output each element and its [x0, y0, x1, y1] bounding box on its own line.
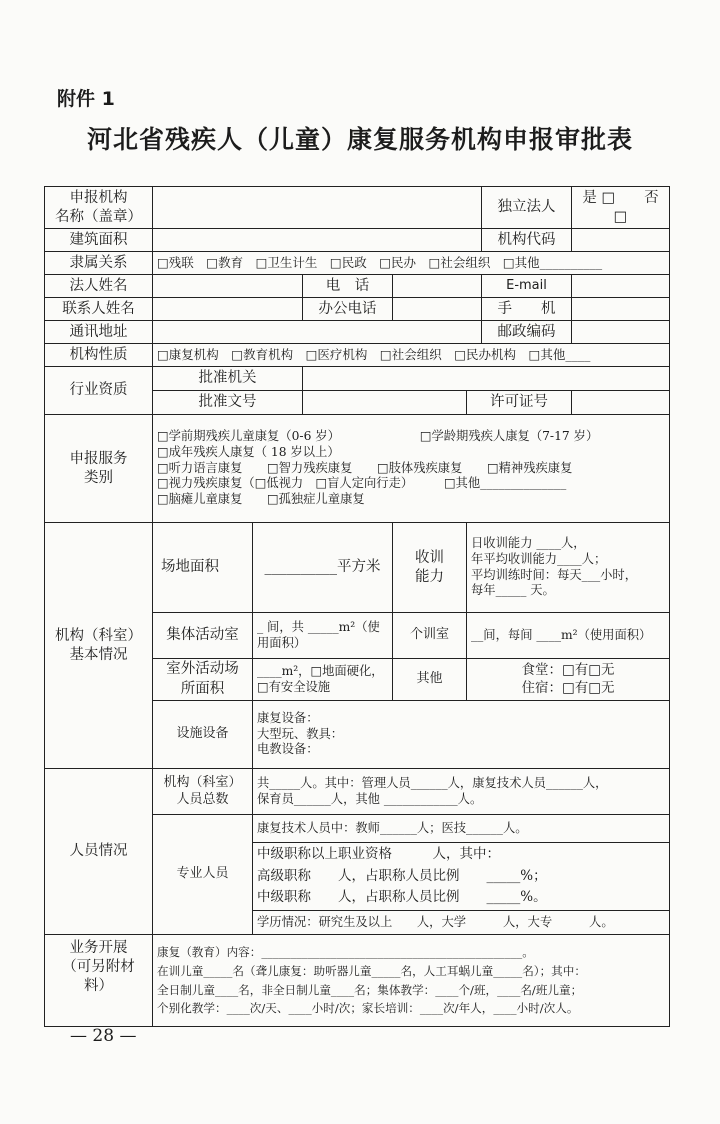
field-org-code[interactable] — [572, 229, 670, 252]
label-professional: 专业人员 — [153, 815, 253, 935]
field-individual-room[interactable]: __间，每间 ____m²（使用面积） — [467, 613, 670, 659]
label-doc-no: 批准文号 — [153, 391, 303, 415]
attachment-label: 附件 1 — [57, 88, 115, 110]
label-capacity: 收训 能力 — [393, 523, 467, 613]
field-postcode[interactable] — [572, 321, 670, 344]
field-outdoor[interactable]: ____m²，□地面硬化， □有安全设施 — [253, 659, 393, 701]
label-org-nature: 机构性质 — [45, 344, 153, 367]
org-nature-options[interactable]: □康复机构 □教育机构 □医疗机构 □社会组织 □民办机构 □其他____ — [153, 344, 670, 367]
label-email: E-mail — [482, 275, 572, 298]
label-basic-info: 机构（科室） 基本情况 — [45, 523, 153, 769]
field-doc-no[interactable] — [303, 391, 467, 415]
row-qualification-1 — [45, 367, 670, 391]
label-phone: 电 话 — [303, 275, 393, 298]
label-staff: 人员情况 — [45, 769, 153, 935]
label-staff-total: 机构（科室） 人员总数 — [153, 769, 253, 815]
field-facility[interactable]: 康复设备： 大型玩、教具： 电教设备： — [253, 701, 670, 769]
label-postcode: 邮政编码 — [482, 321, 572, 344]
field-pro-1[interactable]: 康复技术人员中：教师______人；医技______人。 — [253, 815, 670, 843]
label-other: 其他 — [393, 659, 467, 701]
field-staff-total[interactable]: 共_____人。其中：管理人员______人，康复技术人员______人， 保育员______人，其他 ____________人。 — [253, 769, 670, 815]
label-building-area: 建筑面积 — [45, 229, 153, 252]
row-business — [45, 935, 670, 1027]
field-address[interactable] — [153, 321, 482, 344]
row-service-category — [45, 415, 670, 523]
label-office-phone: 办公电话 — [303, 298, 393, 321]
row-affiliation — [45, 252, 670, 275]
field-pro-2[interactable]: 中级职称以上职业资格 人，其中： 高级职称 人，占职称人员比例 _____%； 中级职称 人，占职称人员比例 _____%。 — [253, 843, 670, 911]
field-capacity[interactable]: 日收训能力 ____人， 年平均收训能力____人； 平均训练时间：每天___小时， 每年_____ 天。 — [467, 523, 670, 613]
legal-options[interactable]: 是 □ 否□ — [572, 187, 670, 229]
service-line[interactable]: □视力残疾康复（□低视力 □盲人定向行走） □其他______________ — [157, 476, 567, 491]
label-business: 业务开展 （可另附材 料） — [45, 935, 153, 1027]
service-line[interactable]: □学前期残疾儿童康复（0-6 岁） □学龄期残疾人康复（7-17 岁） — [157, 428, 599, 443]
label-site-area: 场地面积 — [153, 523, 253, 613]
row-site-area — [45, 523, 670, 613]
label-applicant: 申报机构 名称（盖章） — [45, 187, 153, 229]
service-options[interactable] — [153, 415, 670, 523]
label-mobile: 手 机 — [482, 298, 572, 321]
field-business[interactable]: 康复（教育）内容：_____________________________________________。 在训儿童_____名（聋儿康复：助听器儿童_____名，人工耳蜗儿童_____名）；其中： 全日制儿童____名，非全日制儿童____名；集体教学：____个/班，____名/班儿童； 个别化教学：____次/天、____小时/次；家长培训：____次/年人，____小时/次人。 — [153, 935, 670, 1027]
row-contact — [45, 298, 670, 321]
label-individual-room: 个训室 — [393, 613, 467, 659]
label-outdoor: 室外活动场 所面积 — [153, 659, 253, 701]
row-applicant — [45, 187, 670, 229]
row-org-nature — [45, 344, 670, 367]
field-contact[interactable] — [153, 298, 303, 321]
service-line[interactable]: □脑瘫儿童康复 □孤独症儿童康复 — [157, 492, 365, 507]
label-org-code: 机构代码 — [482, 229, 572, 252]
label-group-room: 集体活动室 — [153, 613, 253, 659]
field-approver[interactable] — [303, 367, 670, 391]
field-license[interactable] — [572, 391, 670, 415]
field-other[interactable]: 食堂：□有□无 住宿：□有□无 — [467, 659, 670, 701]
field-office-phone[interactable] — [393, 298, 482, 321]
field-legal-person[interactable] — [153, 275, 303, 298]
label-contact: 联系人姓名 — [45, 298, 153, 321]
label-legal-person: 法人姓名 — [45, 275, 153, 298]
label-approver: 批准机关 — [153, 367, 303, 391]
row-building-area — [45, 229, 670, 252]
field-mobile[interactable] — [572, 298, 670, 321]
service-line[interactable]: □成年残疾人康复（ 18 岁以上） — [157, 444, 340, 459]
field-group-room[interactable]: _ 间，共 _____m²（使用面积） — [253, 613, 393, 659]
label-service-category: 申报服务 类别 — [45, 415, 153, 523]
field-applicant[interactable] — [153, 187, 482, 229]
label-independent-legal: 独立法人 — [482, 187, 572, 229]
field-pro-3[interactable]: 学历情况：研究生及以上 人，大学 人，大专 人。 — [253, 911, 670, 935]
field-phone[interactable] — [393, 275, 482, 298]
label-affiliation: 隶属关系 — [45, 252, 153, 275]
row-address — [45, 321, 670, 344]
field-email[interactable] — [572, 275, 670, 298]
field-building-area[interactable] — [153, 229, 482, 252]
field-site-area[interactable]: __________平方米 — [253, 523, 393, 613]
label-address: 通讯地址 — [45, 321, 153, 344]
application-form — [44, 186, 670, 1027]
page-number: — 28 — — [70, 1026, 137, 1046]
service-line[interactable]: □听力语言康复 □智力残疾康复 □肢体残疾康复 □精神残疾康复 — [157, 460, 573, 475]
label-facility: 设施设备 — [153, 701, 253, 769]
label-qualification: 行业资质 — [45, 367, 153, 415]
row-legal-person — [45, 275, 670, 298]
affiliation-options[interactable]: □残联 □教育 □卫生计生 □民政 □民办 □社会组织 □其他__________ — [153, 252, 670, 275]
label-license: 许可证号 — [467, 391, 572, 415]
page-title: 河北省残疾人（儿童）康复服务机构申报审批表 — [86, 125, 633, 154]
row-staff-total — [45, 769, 670, 815]
